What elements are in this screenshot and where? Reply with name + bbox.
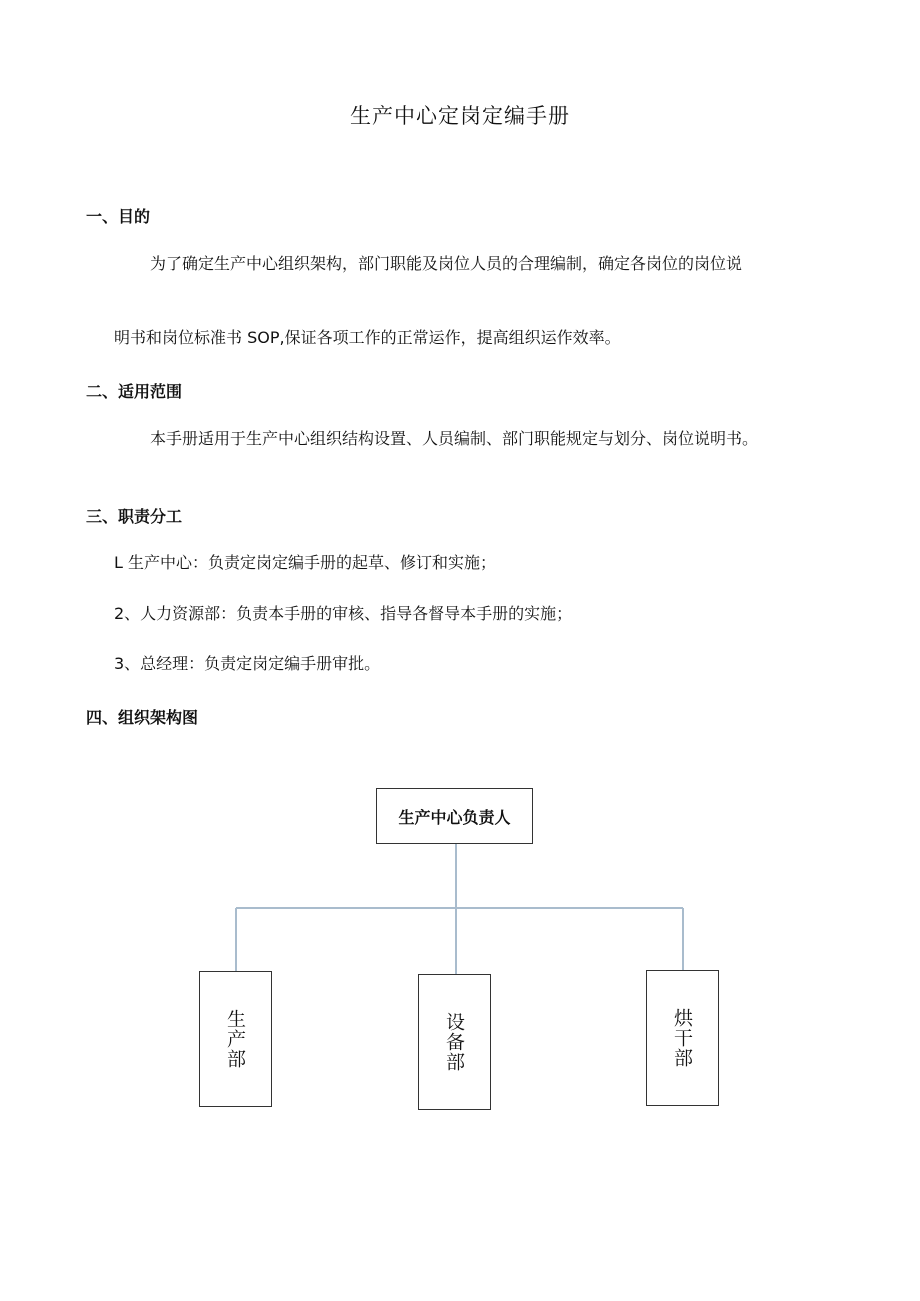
org-child-drying: 烘干部 [646,970,719,1106]
org-root-box: 生产中心负责人 [376,788,533,844]
page-title: 生产中心定岗定编手册 [350,104,570,128]
section-heading-purpose: 一、目的 [86,207,151,226]
purpose-paragraph-2: 明书和岗位标准书 SOP,保证各项工作的正常运作，提高组织运作效率。 [114,328,621,347]
responsibility-item-2: 2、人力资源部：负责本手册的审核、指导各督导本手册的实施； [114,604,573,623]
section-heading-scope: 二、适用范围 [86,382,183,401]
section-heading-responsibilities: 三、职责分工 [86,507,183,526]
org-child-production: 生产部 [199,971,272,1107]
section-heading-org-chart: 四、组织架构图 [86,708,199,727]
responsibility-item-1: L 生产中心：负责定岗定编手册的起草、修订和实施； [114,553,497,572]
responsibility-item-3: 3、总经理：负责定岗定编手册审批。 [114,654,381,673]
scope-paragraph: 本手册适用于生产中心组织结构设置、人员编制、部门职能规定与划分、岗位说明书。 [150,429,759,448]
purpose-paragraph-1: 为了确定生产中心组织架构，部门职能及岗位人员的合理编制，确定各岗位的岗位说 [150,254,743,273]
org-child-equipment: 设备部 [418,974,491,1110]
